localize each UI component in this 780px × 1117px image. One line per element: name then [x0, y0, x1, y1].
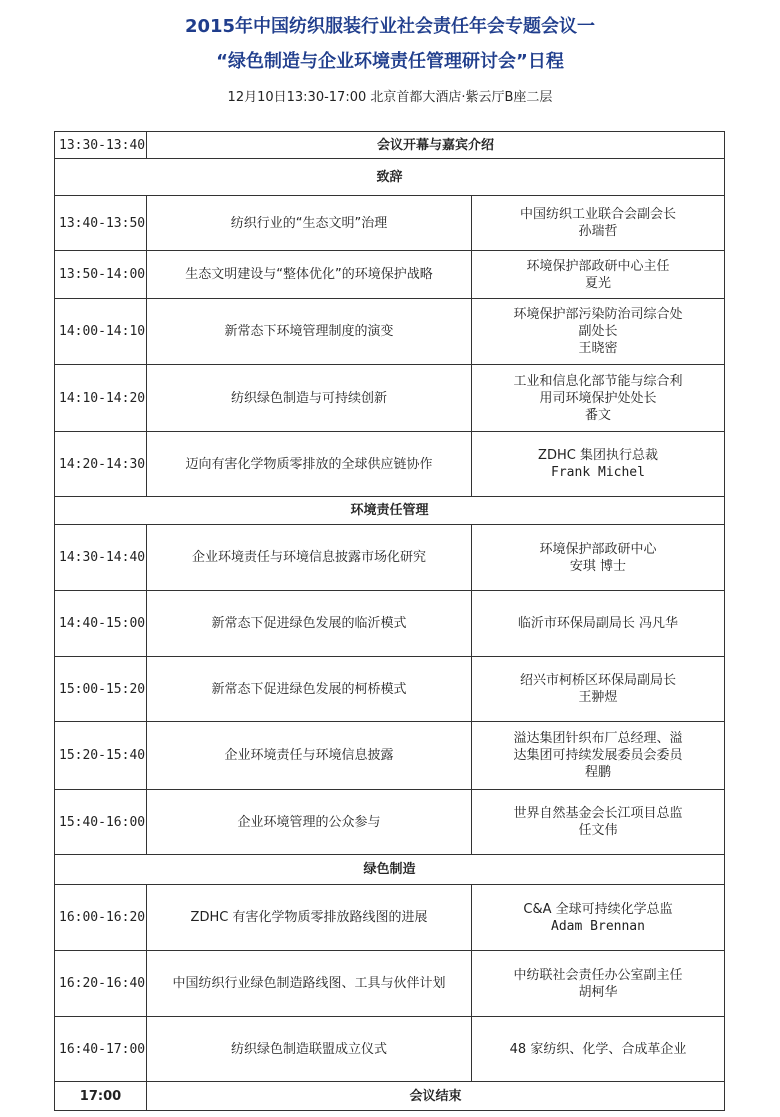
time-cell: 13:50-14:00 — [55, 251, 147, 299]
schedule-table — [54, 131, 725, 1111]
speaker-cell: 环境保护部污染防治司综合处 副处长 王晓密 — [472, 299, 725, 365]
table-row — [55, 722, 725, 790]
title-line-2: “绿色制造与企业环境责任管理研讨会”日程 — [216, 51, 564, 72]
topic-cell: 中国纺织行业绿色制造路线图、工具与伙伴计划 — [147, 951, 472, 1017]
topic-cell: 纺织绿色制造联盟成立仪式 — [147, 1017, 472, 1082]
speaker-cell: 绍兴市柯桥区环保局副局长 王翀煜 — [472, 657, 725, 722]
speaker-cell: C&A 全球可持续化学总监 Adam Brennan — [472, 885, 725, 951]
time-cell: 16:20-16:40 — [55, 951, 147, 1017]
topic-cell: 企业环境责任与环境信息披露市场化研究 — [147, 525, 472, 591]
table-row — [55, 591, 725, 657]
table-row — [55, 365, 725, 432]
table-row — [55, 1017, 725, 1082]
table-row — [55, 251, 725, 299]
speaker-cell: 工业和信息化部节能与综合利 用司环境保护处处长 番文 — [472, 365, 725, 432]
time-cell: 15:40-16:00 — [55, 790, 147, 855]
section-title: 绿色制造 — [55, 855, 725, 885]
speaker-cell: 环境保护部政研中心主任 夏光 — [472, 251, 725, 299]
table-row — [55, 525, 725, 591]
topic-cell: ZDHC 有害化学物质零排放路线图的进展 — [147, 885, 472, 951]
topic-cell: 纺织行业的“生态文明”治理 — [147, 196, 472, 251]
section-header-row — [55, 497, 725, 525]
speaker-cell: ZDHC 集团执行总裁 Frank Michel — [472, 432, 725, 497]
time-cell: 14:20-14:30 — [55, 432, 147, 497]
time-cell: 14:40-15:00 — [55, 591, 147, 657]
topic-cell: 企业环境责任与环境信息披露 — [147, 722, 472, 790]
topic-cell: 企业环境管理的公众参与 — [147, 790, 472, 855]
table-row — [55, 299, 725, 365]
subtitle: 12月10日13:30-17:00 北京首都大酒店·紫云厅B座二层 — [227, 90, 553, 105]
time-cell: 13:40-13:50 — [55, 196, 147, 251]
time-cell: 17:00 — [55, 1082, 147, 1111]
speaker-cell: 溢达集团针织布厂总经理、溢 达集团可持续发展委员会委员 程鹏 — [472, 722, 725, 790]
speaker-cell: 48 家纺织、化学、合成革企业 — [472, 1017, 725, 1082]
topic-cell: 新常态下促进绿色发展的临沂模式 — [147, 591, 472, 657]
speaker-cell: 中国纺织工业联合会副会长 孙瑞哲 — [472, 196, 725, 251]
table-row — [55, 657, 725, 722]
section-title: 致辞 — [55, 159, 725, 196]
speaker-cell: 临沂市环保局副局长 冯凡华 — [472, 591, 725, 657]
opening-label: 会议开幕与嘉宾介绍 — [147, 132, 725, 159]
section-header-row — [55, 855, 725, 885]
section-header-row — [55, 159, 725, 196]
topic-cell: 新常态下促进绿色发展的柯桥模式 — [147, 657, 472, 722]
table-row — [55, 196, 725, 251]
topic-cell: 生态文明建设与“整体优化”的环境保护战略 — [147, 251, 472, 299]
table-row — [55, 790, 725, 855]
topic-cell: 新常态下环境管理制度的演变 — [147, 299, 472, 365]
speaker-cell: 环境保护部政研中心 安琪 博士 — [472, 525, 725, 591]
time-cell: 14:10-14:20 — [55, 365, 147, 432]
time-cell: 15:20-15:40 — [55, 722, 147, 790]
speaker-cell: 世界自然基金会长江项目总监 任文伟 — [472, 790, 725, 855]
table-row — [55, 951, 725, 1017]
speaker-cell: 中纺联社会责任办公室副主任 胡柯华 — [472, 951, 725, 1017]
closing-label: 会议结束 — [147, 1082, 725, 1111]
table-row — [55, 432, 725, 497]
time-cell: 13:30-13:40 — [55, 132, 147, 159]
time-cell: 16:40-17:00 — [55, 1017, 147, 1082]
time-cell: 16:00-16:20 — [55, 885, 147, 951]
time-cell: 15:00-15:20 — [55, 657, 147, 722]
table-row — [55, 885, 725, 951]
time-cell: 14:30-14:40 — [55, 525, 147, 591]
time-cell: 14:00-14:10 — [55, 299, 147, 365]
topic-cell: 迈向有害化学物质零排放的全球供应链协作 — [147, 432, 472, 497]
closing-row — [55, 1082, 725, 1111]
title-line-1: 2015年中国纺织服装行业社会责任年会专题会议一 — [184, 16, 596, 37]
section-title: 环境责任管理 — [55, 497, 725, 525]
topic-cell: 纺织绿色制造与可持续创新 — [147, 365, 472, 432]
opening-row — [55, 132, 725, 159]
